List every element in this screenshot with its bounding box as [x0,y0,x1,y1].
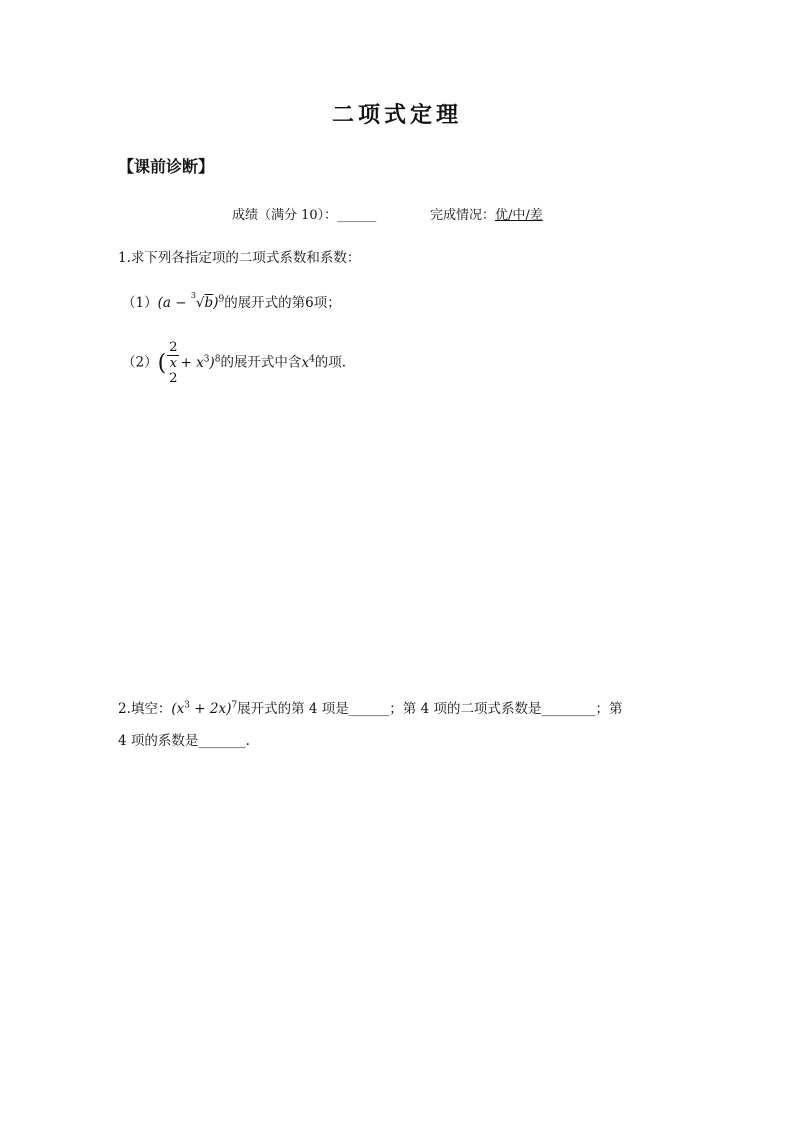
question-2-line-2: 4 项的系数是_______. [118,733,250,749]
sub-1-index: （1） [122,295,158,311]
question-1-sub-2 [122,340,346,386]
status-label: 完成情况： [430,208,496,223]
question-2-prefix: 2.填空： [118,701,172,717]
question-2-formula: $(x^3 + 2x)^7$ [171,700,238,717]
status-line [430,204,543,223]
sub-1-text: 的展开式的第6项； [224,295,341,311]
sub-2-text-b: 的项. [314,354,347,371]
sub-2-term: $x^4$ [301,354,315,371]
question-2-line-1 [118,697,622,717]
section-heading: 【课前诊断】 [118,157,215,176]
question-2-part-1: 展开式的第 4 项是______；第 4 项的二项式系数是________；第 [237,701,623,717]
sub-2-text-a: 的展开式中含 [220,354,302,371]
score-line [232,204,376,223]
status-value: 优/中/差 [495,208,543,223]
sub-2-index: （2） [122,354,158,371]
sub-1-formula: $(a - ^3√b)^9$ [157,291,225,311]
score-blank: ______ [337,208,377,223]
question-1-sub-1 [122,291,341,311]
sub-2-formula: ( 2 x 2 + $x^3)^8$ [157,340,221,386]
question-1-stem: 1.求下列各指定项的二项式系数和系数： [118,250,361,266]
score-label: 成绩（满分 10）： [232,208,338,223]
page-title: 二项式定理 [331,102,462,128]
